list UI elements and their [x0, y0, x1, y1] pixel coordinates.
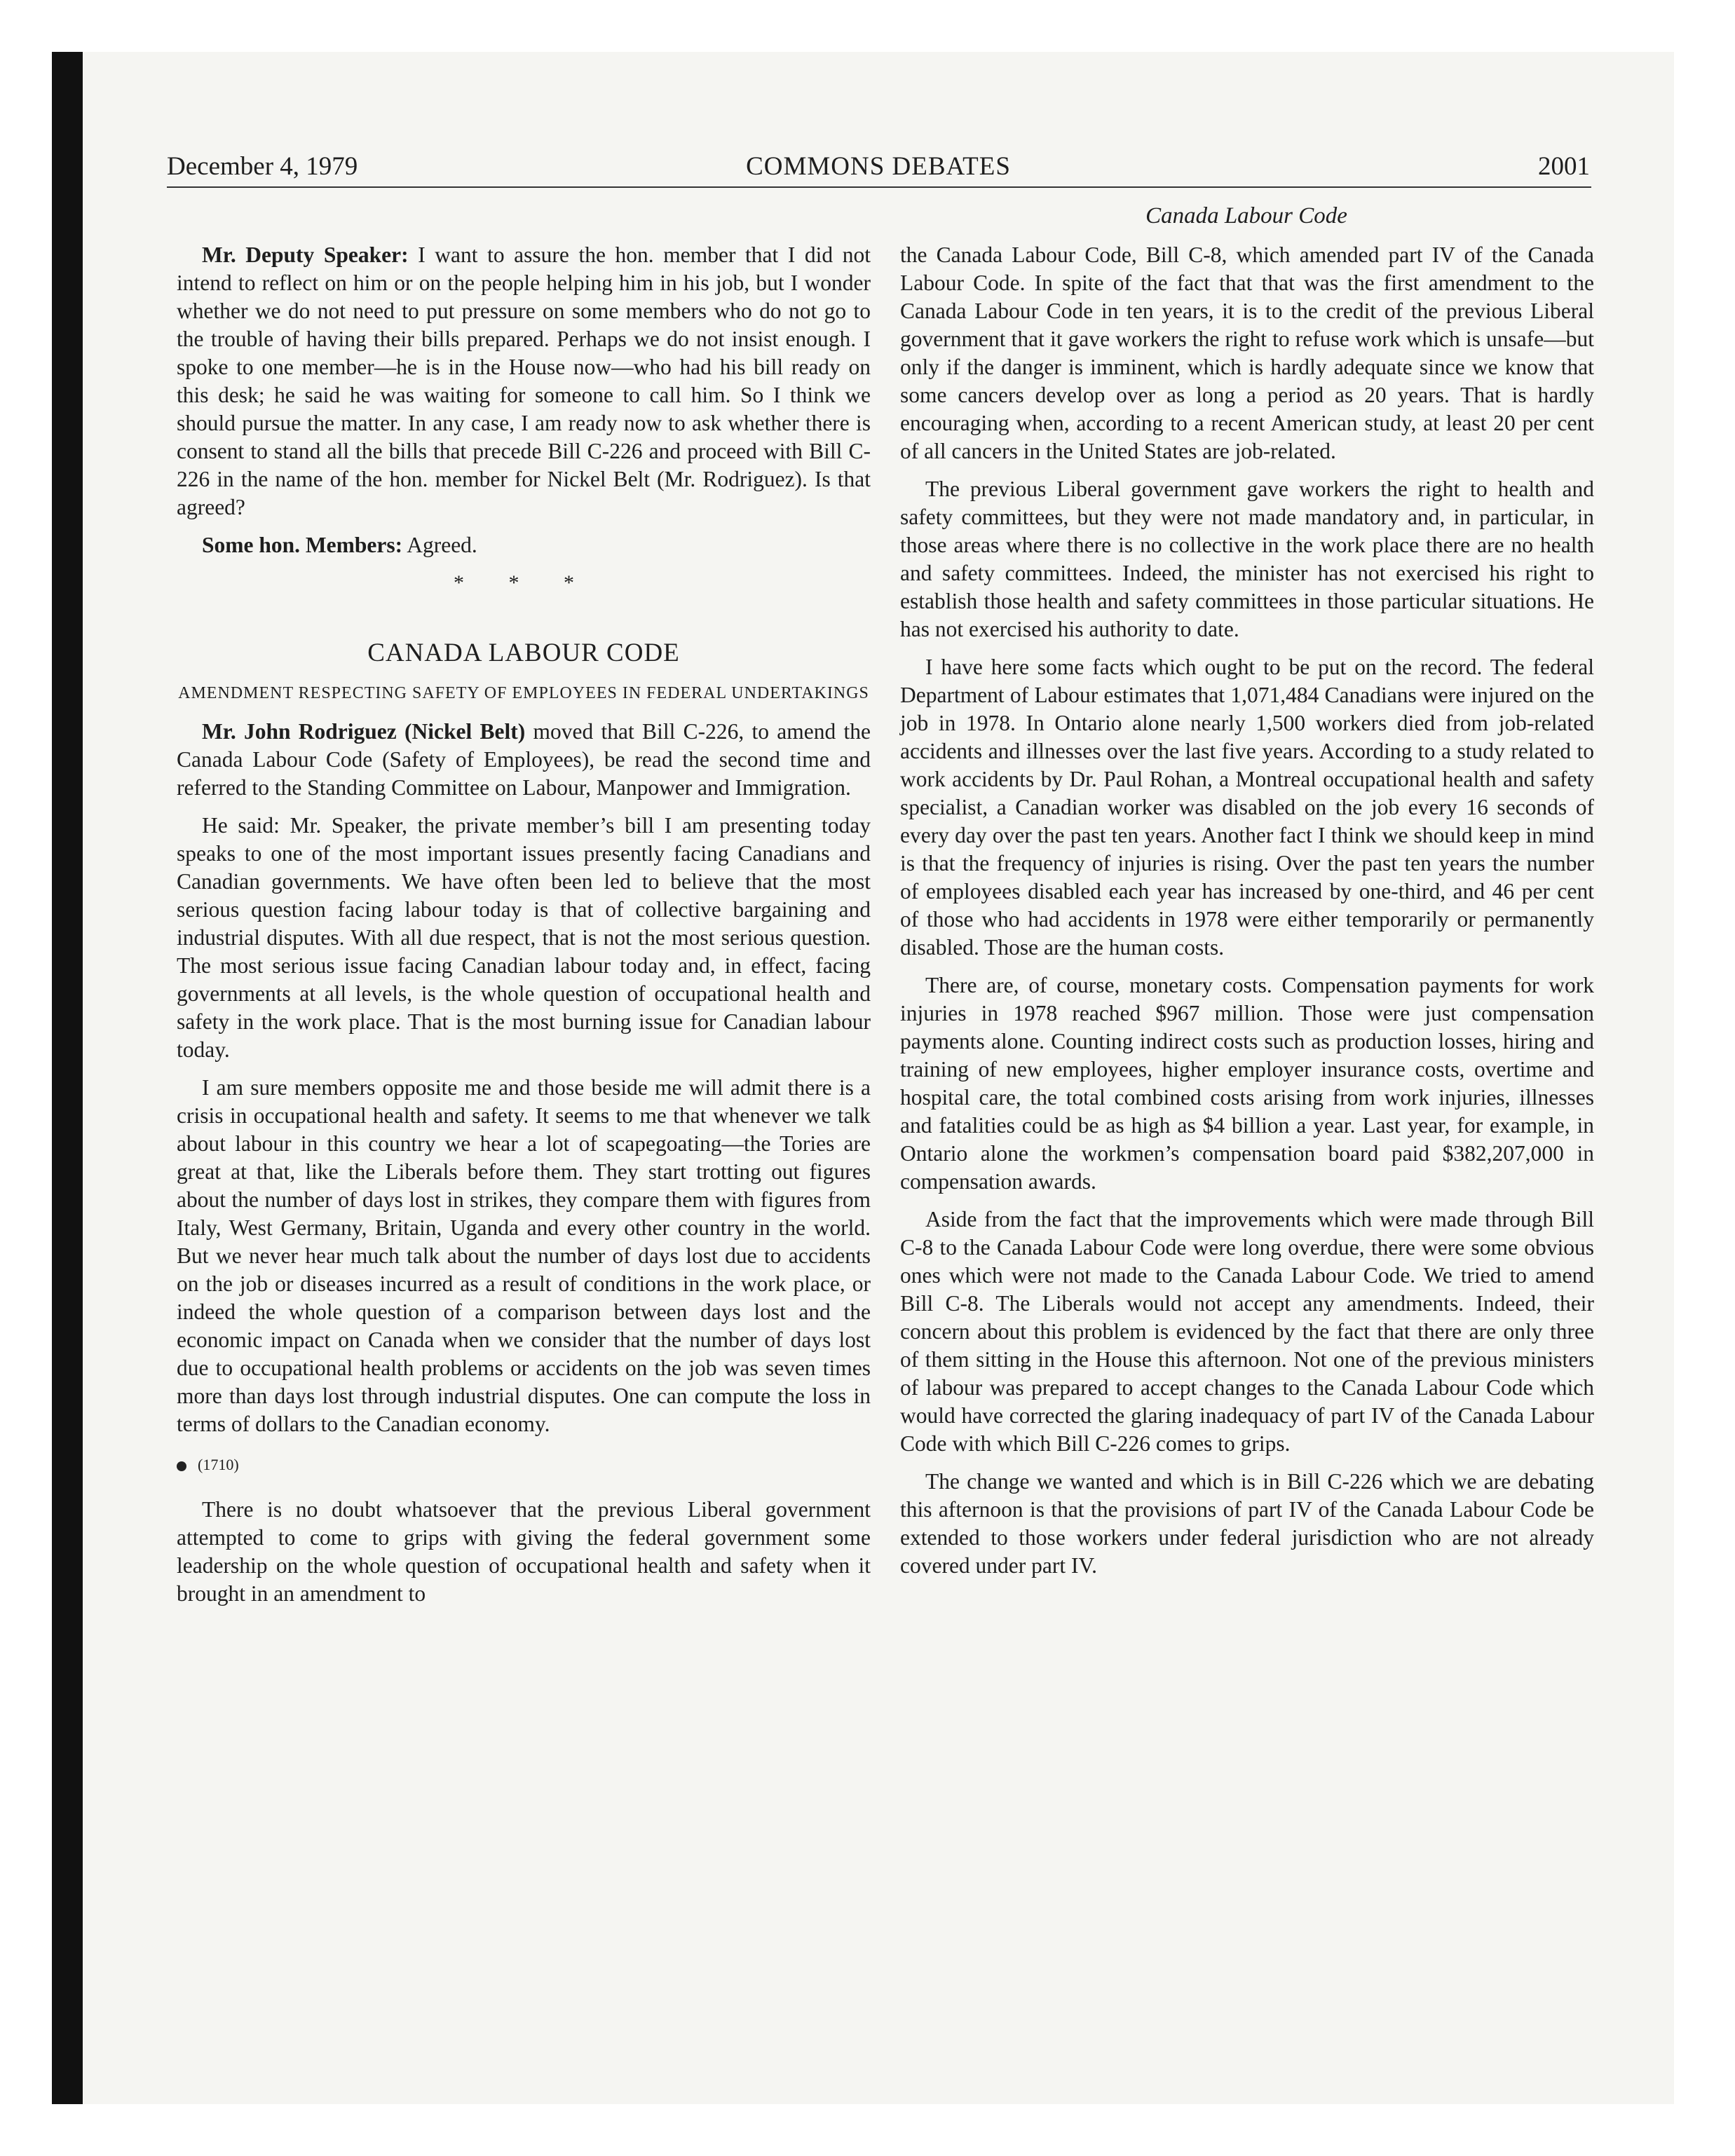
speaker-name: Mr. John Rodriguez (Nickel Belt) — [202, 719, 526, 744]
header-rule — [167, 186, 1591, 188]
header-date: December 4, 1979 — [167, 152, 358, 181]
section-title: CANADA LABOUR CODE — [367, 639, 680, 667]
paragraph — [177, 241, 871, 521]
speech-text: Agreed. — [402, 533, 477, 557]
paragraph: The change we wanted and which is in Bill C-226 which we are debating this afternoon is that the provisions of part IV of the Canada Labour Code be extended to those workers under federal jurisdiction who are not already covered under part IV. — [900, 1469, 1594, 1578]
paragraph — [177, 718, 871, 802]
paragraph: I have here some facts which ought to be put on the record. The federal Department of Labour estimates that 1,071,484 Canadians were injured on the job in 1978. In Ontario alone nearly 1,500 workers died from job-related accidents and illnesses over the last five years. According to a study related to work accidents by Dr. Paul Rohan, a Montreal occupational health and safety specialist, a Canadian worker was disabled on the job every 16 seconds of every day over the past ten years. Another fact I think we should keep in mind is that the frequency of injuries is rising. Over the past ten years the number of employees disabled each year has increased by one-third, and 46 per cent of those who had accidents in 1978 were either temporarily or permanently disabled. Those are the human costs. — [900, 655, 1594, 960]
running-header — [167, 151, 1590, 188]
paragraph: the Canada Labour Code, Bill C-8, which amended part IV of the Canada Labour Code. In spite of the fact that that was the first amendment to the Canada Labour Code in ten years, it is to the credit of the previous Liberal government that it gave workers the right to refuse work which is unsafe—but only if the danger is imminent, which is hardly adequate since we know that some cancers develop over as long a period as 20 years. That is hardly encouraging when, according to a recent American study, at least 20 per cent of all cancers in the United States are job-related. — [900, 243, 1594, 463]
paragraph: He said: Mr. Speaker, the private member’s bill I am presenting today speaks to one of the most important issues presently facing Canadians and Canadian governments. We have often been led to believe that the most serious question facing labour today is that of collective bargaining and industrial disputes. With all due respect, that is not the most serious question. The most serious issue facing Canadian labour today and, in effect, facing governments at all levels, is the whole question of occupational health and safety in the work place. That is the most burning issue for Canadian labour today. — [177, 813, 871, 1062]
paragraph: Aside from the fact that the improvements which were made through Bill C-8 to the Canada Labour Code were long overdue, there were some obvious ones which were not made to the Canada Labour Code. We tried to amend Bill C-8. The Liberals would not accept any amendments. Indeed, their concern about this problem is evidenced by the fact that there are only three of them sitting in the House this afternoon. Not one of the previous ministers of labour was prepared to accept changes to the Canada Labour Code which would have corrected the glaring inadequacy of part IV of the Canada Labour Code with which Bill C-226 comes to grips. — [900, 1207, 1594, 1456]
speech-text: moved that Bill C-226, to amend the Canada Labour Code (Safety of Employees), be read the second time and referred to the Standing Committee on Labour, Manpower and Immigration. — [177, 719, 871, 800]
paragraph: There are, of course, monetary costs. Compensation payments for work injuries in 1978 reached $967 million. Those were just compensation payments alone. Counting indirect costs such as production losses, hiring and training of new employees, higher employer insurance costs, overtime and hospital care, the total combined costs arising from work injuries, illnesses and fatalities could be as high as $4 billion a year. Last year, for example, in Ontario alone the workmen’s compensation board paid $382,207,000 in compensation awards. — [900, 973, 1594, 1194]
right-column — [900, 241, 1594, 1590]
section-subtitle: AMENDMENT RESPECTING SAFETY OF EMPLOYEES IN FEDERAL UNDERTAKINGS — [178, 684, 869, 702]
paragraph — [177, 531, 871, 559]
paragraph: The previous Liberal government gave workers the right to health and safety committees, but they were not made mandatory and, in particular, in those areas where there is no collective in the work place there are no health and safety committees. Indeed, the minister has not exercised his right to establish those health and safety committees in those particular situations. He has not exercised his authority to date. — [900, 477, 1594, 641]
speech-text: I want to assure the hon. member that I did not intend to reflect on him or on the people helping him in his job, but I wonder whether we do not need to put pressure on some members who do not go to the trouble of having their bills prepared. Perhaps we do not insist enough. I spoke to one member—he is in the House now—who had his bill ready on this desk; he said he was waiting for someone to call him. So I think we should pursue the matter. In any case, I am ready now to ask whether there is consent to stand all the bills that precede Bill C-226 and proceed with Bill C-226 in the name of the hon. member for Nickel Belt (Mr. Rodriguez). Is that agreed? — [177, 243, 871, 519]
paragraph: I am sure members opposite me and those beside me will admit there is a crisis in occupational health and safety. It seems to me that whenever we talk about labour in this country we hear a lot of scapegoating—the Tories are great at that, like the Liberals before them. They start trotting out figures about the number of days lost in strikes, they compare them with figures from Italy, West Germany, Britain, Uganda and every other country in the world. But we never hear much talk about the number of days lost due to accidents on the job or diseases incurred as a result of conditions in the work place, or indeed the whole question of a comparison between days lost and the economic impact on Canada when we consider that the number of days lost due to occupational health problems or accidents on the job was seven times more than days lost through industrial disputes. One can compute the loss in terms of dollars to the Canadian economy. — [177, 1075, 871, 1436]
column-subhead: Canada Labour Code — [1145, 203, 1347, 228]
left-column — [177, 241, 871, 1618]
speaker-name: Some hon. Members: — [202, 533, 403, 557]
header-title: COMMONS DEBATES — [746, 152, 1011, 181]
bullet-icon — [177, 1461, 186, 1471]
timestamp-text: (1710) — [198, 1456, 239, 1473]
section-separator: * * * — [454, 571, 594, 594]
paragraph: There is no doubt whatsoever that the previous Liberal government attempted to come to grips with giving the federal government some leadership on the whole question of occupational health and safety when it brought in an amendment to — [177, 1497, 871, 1606]
timestamp — [177, 1451, 871, 1479]
scan-edge — [52, 52, 83, 2104]
speaker-name: Mr. Deputy Speaker: — [202, 243, 409, 267]
header-page-number: 2001 — [1538, 152, 1590, 181]
